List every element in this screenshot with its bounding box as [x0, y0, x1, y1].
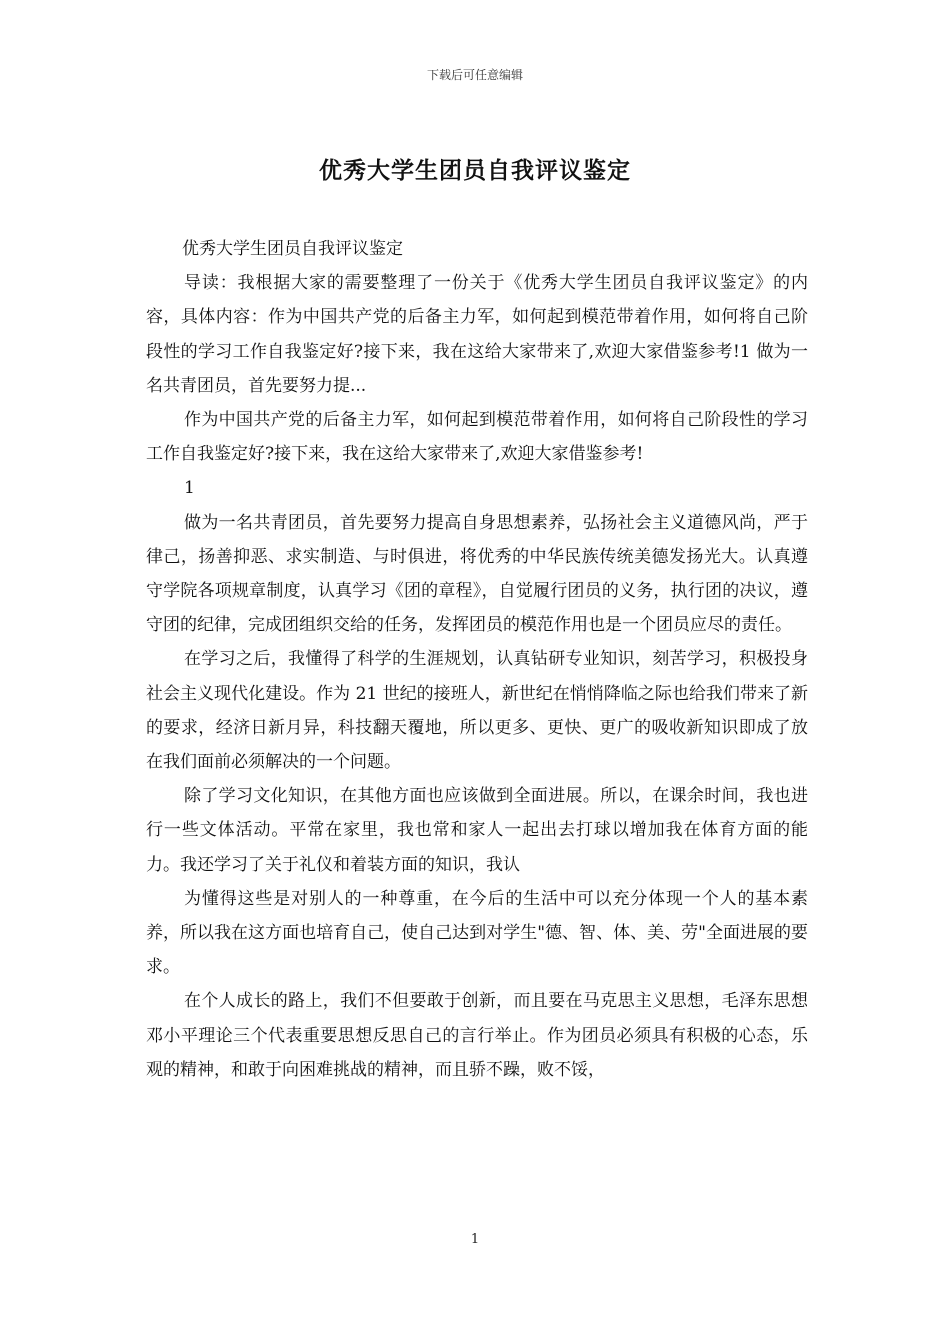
- header-note: 下载后可任意编辑: [426, 68, 523, 82]
- page-number: 1: [470, 1232, 480, 1247]
- document-title: 优秀大学生团员自我评议鉴定: [319, 157, 631, 184]
- body-paragraph: 在学习之后，我懂得了科学的生涯规划，认真钻研专业知识，刻苦学习，积极投身社会主义现代化建设。作为 21 世纪的接班人，新世纪在悄悄降临之际也给我们带来了新的要求，经济日新月异，科技翻天覆地，所以更多、更快、更广的吸收新知识即成了放在我们面前必须解决的一个问题。: [146, 649, 808, 773]
- body-paragraph: 做为一名共青团员，首先要努力提高自身思想素养，弘扬社会主义道德风尚，严于律己，扬善抑恶、求实制造、与时俱进，将优秀的中华民族传统美德发扬光大。认真遵守学院各项规章制度，认真学习《团的章程》，自觉履行团员的义务，执行团的决议，遵守团的纪律，完成团组织交给的任务，发挥团员的模范作用也是一个团员应尽的责任。: [146, 512, 808, 636]
- body-paragraph: 为懂得这些是对别人的一种尊重，在今后的生活中可以充分体现一个人的基本素养，所以我在这方面也培育自己，使自己达到对学生"德、智、体、美、劳"全面进展的要求。: [146, 888, 808, 978]
- subtitle-paragraph: 优秀大学生团员自我评议鉴定: [182, 239, 403, 259]
- body-paragraph: 除了学习文化知识，在其他方面也应该做到全面进展。所以，在课余时间，我也进行一些文体活动。平常在家里，我也常和家人一起出去打球以增加我在体育方面的能力。我还学习了关于礼仪和着装方面的知识，我认: [146, 786, 808, 875]
- body-paragraph: 作为中国共产党的后备主力军，如何起到模范带着作用，如何将自己阶段性的学习工作自我鉴定好?接下来，我在这给大家带来了,欢迎大家借鉴参考!: [146, 410, 808, 465]
- intro-paragraph: 导读：我根据大家的需要整理了一份关于《优秀大学生团员自我评议鉴定》的内容，具体内容：作为中国共产党的后备主力军，如何起到模范带着作用，如何将自己阶段性的学习工作自我鉴定好?接下来，我在这给大家带来了,欢迎大家借鉴参考!1 做为一名共青团员，首先要努力提...: [146, 273, 808, 396]
- body-paragraph: 在个人成长的路上，我们不但要敢于创新，而且要在马克思主义思想，毛泽东思想邓小平理论三个代表重要思想反思自己的言行举止。作为团员必须具有积极的心态，乐观的精神，和敢于向困难挑战的精神，而且骄不躁，败不馁，: [146, 991, 808, 1080]
- section-number: 1: [184, 478, 195, 499]
- document-body: [146, 232, 808, 1087]
